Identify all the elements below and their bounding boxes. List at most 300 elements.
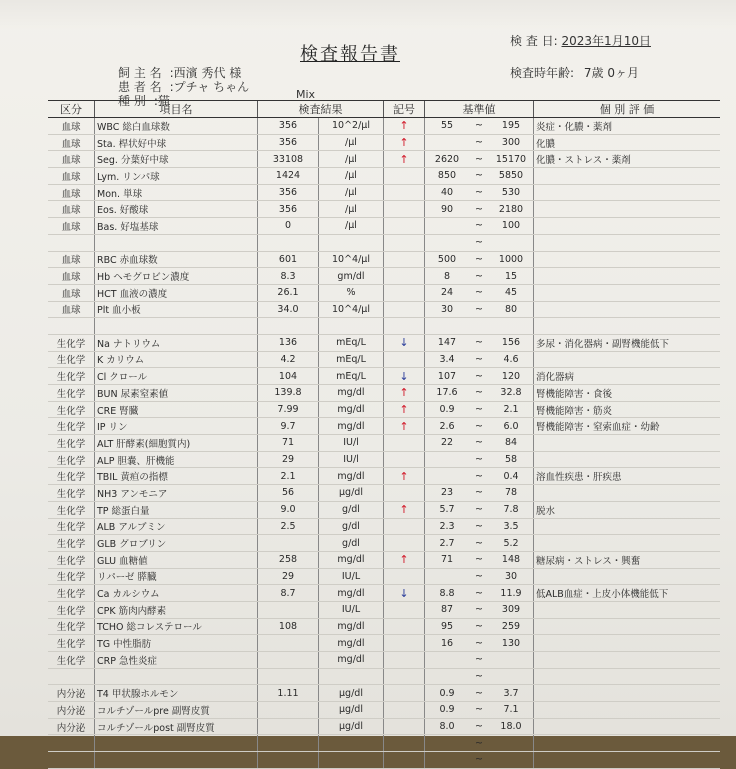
row-evaluation [534, 752, 721, 769]
species-label: 種 別 [118, 94, 146, 108]
row-ref-high: 130 [489, 635, 534, 652]
row-value: 0 [258, 218, 319, 235]
row-ref-sep: ~ [469, 184, 489, 201]
row-value: 34.0 [258, 301, 319, 318]
report-title: 検査報告書 [300, 44, 400, 65]
row-ref-high: 2180 [489, 201, 534, 218]
row-value: 1.11 [258, 685, 319, 702]
row-category [48, 318, 95, 335]
row-unit: mg/dl [319, 468, 384, 485]
row-item: RBC 赤血球数 [95, 251, 258, 268]
row-unit: IU/l [319, 435, 384, 452]
row-category: 内分泌 [48, 702, 95, 719]
row-ref-high: 0.4 [489, 468, 534, 485]
results-table [48, 100, 720, 769]
row-ref-low [425, 134, 470, 151]
row-ref-sep: ~ [469, 518, 489, 535]
row-flag [384, 718, 425, 735]
row-category: 生化学 [48, 635, 95, 652]
row-category: 生化学 [48, 652, 95, 669]
table-row [48, 551, 720, 568]
row-evaluation [534, 234, 721, 251]
row-category: 生化学 [48, 485, 95, 502]
row-unit: 10^4/μl [319, 251, 384, 268]
row-value: 258 [258, 551, 319, 568]
row-category: 生化学 [48, 518, 95, 535]
row-category: 生化学 [48, 618, 95, 635]
table-row [48, 418, 720, 435]
row-flag: ↑ [384, 134, 425, 151]
table-row [48, 218, 720, 235]
row-evaluation [534, 268, 721, 285]
patient-name: :プチャ ちゃん [169, 80, 250, 94]
table-row [48, 168, 720, 185]
row-category: 生化学 [48, 351, 95, 368]
row-ref-sep: ~ [469, 501, 489, 518]
row-value [258, 652, 319, 669]
table-row [48, 702, 720, 719]
row-item: TBIL 黄疸の指標 [95, 468, 258, 485]
row-ref-sep: ~ [469, 485, 489, 502]
table-row [48, 568, 720, 585]
row-flag [384, 435, 425, 452]
row-evaluation: 低ALB血症・上皮小体機能低下 [534, 585, 721, 602]
table-row [48, 535, 720, 552]
row-ref-low [425, 468, 470, 485]
row-value: 356 [258, 184, 319, 201]
row-category [48, 234, 95, 251]
row-category: 生化学 [48, 401, 95, 418]
row-ref-sep: ~ [469, 401, 489, 418]
row-evaluation: 化膿 [534, 134, 721, 151]
row-ref-sep: ~ [469, 585, 489, 602]
row-ref-low: 147 [425, 334, 470, 351]
row-ref-high: 58 [489, 451, 534, 468]
row-ref-sep: ~ [469, 201, 489, 218]
row-unit [319, 234, 384, 251]
table-row [48, 668, 720, 685]
row-value: 104 [258, 368, 319, 385]
row-category: 血球 [48, 168, 95, 185]
row-ref-high: 80 [489, 301, 534, 318]
row-flag [384, 735, 425, 752]
table-row [48, 652, 720, 669]
row-evaluation [534, 351, 721, 368]
row-ref-sep: ~ [469, 735, 489, 752]
table-row [48, 435, 720, 452]
row-ref-sep: ~ [469, 168, 489, 185]
row-ref-high: 3.5 [489, 518, 534, 535]
row-ref-high: 2.1 [489, 401, 534, 418]
row-ref-low [425, 668, 470, 685]
row-item [95, 318, 258, 335]
row-ref-low [425, 652, 470, 669]
row-flag [384, 251, 425, 268]
row-value: 356 [258, 118, 319, 135]
row-ref-sep: ~ [469, 451, 489, 468]
row-evaluation [534, 218, 721, 235]
row-value: 56 [258, 485, 319, 502]
row-ref-sep: ~ [469, 218, 489, 235]
row-unit: mEq/L [319, 351, 384, 368]
row-value: 2.1 [258, 468, 319, 485]
row-ref-low: 8.8 [425, 585, 470, 602]
table-row [48, 585, 720, 602]
row-evaluation: 糖尿病・ストレス・興奮 [534, 551, 721, 568]
row-unit: /μl [319, 151, 384, 168]
row-ref-high: 32.8 [489, 385, 534, 402]
row-item: リパーゼ 膵臓 [95, 568, 258, 585]
row-ref-low: 500 [425, 251, 470, 268]
row-ref-high: 309 [489, 601, 534, 618]
row-unit: /μl [319, 184, 384, 201]
table-row [48, 301, 720, 318]
row-unit: IU/l [319, 451, 384, 468]
row-evaluation [534, 518, 721, 535]
owner-name: :西濱 秀代 様 [169, 66, 242, 80]
row-evaluation [534, 535, 721, 552]
table-row [48, 268, 720, 285]
row-unit: mg/dl [319, 585, 384, 602]
row-flag: ↑ [384, 118, 425, 135]
row-category: 生化学 [48, 501, 95, 518]
row-flag [384, 568, 425, 585]
row-ref-high: 300 [489, 134, 534, 151]
row-ref-low: 2.7 [425, 535, 470, 552]
row-ref-sep: ~ [469, 385, 489, 402]
row-ref-low: 5.7 [425, 501, 470, 518]
row-ref-high: 45 [489, 284, 534, 301]
row-ref-high: 7.1 [489, 702, 534, 719]
row-ref-sep [469, 318, 489, 335]
row-ref-sep: ~ [469, 268, 489, 285]
row-ref-sep: ~ [469, 652, 489, 669]
row-ref-low: 87 [425, 601, 470, 618]
row-value [258, 635, 319, 652]
row-flag [384, 635, 425, 652]
row-value [258, 234, 319, 251]
row-evaluation: 化膿・ストレス・薬剤 [534, 151, 721, 168]
table-row [48, 752, 720, 769]
row-value [258, 752, 319, 769]
row-flag [384, 668, 425, 685]
row-ref-low [425, 752, 470, 769]
row-category: 生化学 [48, 601, 95, 618]
row-ref-low: 55 [425, 118, 470, 135]
row-evaluation: 消化器病 [534, 368, 721, 385]
row-flag [384, 535, 425, 552]
row-ref-low: 71 [425, 551, 470, 568]
row-value: 29 [258, 451, 319, 468]
row-ref-sep: ~ [469, 668, 489, 685]
row-flag: ↑ [384, 501, 425, 518]
row-flag: ↑ [384, 401, 425, 418]
row-ref-low [425, 318, 470, 335]
row-ref-high: 7.8 [489, 501, 534, 518]
row-item: Lym. リンパ球 [95, 168, 258, 185]
row-ref-high: 84 [489, 435, 534, 452]
table-row [48, 401, 720, 418]
row-evaluation [534, 635, 721, 652]
row-ref-sep: ~ [469, 618, 489, 635]
row-item: CRP 急性炎症 [95, 652, 258, 669]
row-item: ALP 胆嚢、肝機能 [95, 451, 258, 468]
row-flag [384, 485, 425, 502]
row-category [48, 735, 95, 752]
row-category: 血球 [48, 151, 95, 168]
row-unit: IU/L [319, 601, 384, 618]
row-category: 血球 [48, 118, 95, 135]
row-ref-low: 8 [425, 268, 470, 285]
col-category: 区分 [48, 101, 95, 118]
row-flag: ↑ [384, 418, 425, 435]
row-item: GLU 血糖値 [95, 551, 258, 568]
row-flag: ↑ [384, 551, 425, 568]
row-ref-low: 0.9 [425, 702, 470, 719]
row-category: 生化学 [48, 334, 95, 351]
row-evaluation [534, 435, 721, 452]
table-row [48, 134, 720, 151]
row-item [95, 234, 258, 251]
row-item: Na ナトリウム [95, 334, 258, 351]
table-row [48, 151, 720, 168]
row-flag [384, 351, 425, 368]
row-ref-low [425, 451, 470, 468]
row-category: 生化学 [48, 568, 95, 585]
row-value: 9.0 [258, 501, 319, 518]
row-evaluation [534, 168, 721, 185]
row-value [258, 735, 319, 752]
date-line [510, 32, 651, 49]
row-flag [384, 201, 425, 218]
table-row [48, 334, 720, 351]
species-value: :猫 [153, 94, 170, 108]
row-ref-sep: ~ [469, 418, 489, 435]
row-ref-low [425, 234, 470, 251]
row-ref-high: 4.6 [489, 351, 534, 368]
row-evaluation [534, 301, 721, 318]
row-unit: μg/dl [319, 718, 384, 735]
row-unit: gm/dl [319, 268, 384, 285]
row-unit: mg/dl [319, 385, 384, 402]
row-flag [384, 234, 425, 251]
row-item: Bas. 好塩基球 [95, 218, 258, 235]
row-ref-sep: ~ [469, 351, 489, 368]
row-evaluation [534, 601, 721, 618]
row-ref-sep: ~ [469, 702, 489, 719]
row-unit: 10^2/μl [319, 118, 384, 135]
row-evaluation: 脱水 [534, 501, 721, 518]
row-flag: ↓ [384, 585, 425, 602]
row-unit: % [319, 284, 384, 301]
row-category: 内分泌 [48, 718, 95, 735]
row-item: CPK 筋肉内酵素 [95, 601, 258, 618]
row-ref-low: 30 [425, 301, 470, 318]
row-ref-low: 850 [425, 168, 470, 185]
row-flag: ↑ [384, 468, 425, 485]
row-category: 血球 [48, 301, 95, 318]
row-evaluation [534, 184, 721, 201]
row-evaluation [534, 284, 721, 301]
row-category: 生化学 [48, 535, 95, 552]
row-category: 生化学 [48, 585, 95, 602]
row-evaluation: 溶血性疾患・肝疾患 [534, 468, 721, 485]
row-value [258, 702, 319, 719]
table-row [48, 618, 720, 635]
row-ref-low: 40 [425, 184, 470, 201]
row-ref-sep: ~ [469, 468, 489, 485]
row-unit: /μl [319, 201, 384, 218]
row-category: 血球 [48, 218, 95, 235]
row-flag [384, 268, 425, 285]
row-ref-sep: ~ [469, 635, 489, 652]
row-flag [384, 601, 425, 618]
row-item: TG 中性脂肪 [95, 635, 258, 652]
row-item: TCHO 総コレステロール [95, 618, 258, 635]
exam-date: 2023年1月10日 [561, 34, 651, 48]
row-item: Sta. 桿状好中球 [95, 134, 258, 151]
row-evaluation [534, 318, 721, 335]
row-evaluation [534, 568, 721, 585]
col-result: 検査結果 [258, 101, 384, 118]
row-evaluation [534, 685, 721, 702]
table-row [48, 718, 720, 735]
row-flag: ↓ [384, 368, 425, 385]
patient-label: 患 者 名 [118, 80, 162, 94]
row-ref-sep: ~ [469, 118, 489, 135]
row-unit: g/dl [319, 501, 384, 518]
row-unit: /μl [319, 168, 384, 185]
row-evaluation: 腎機能障害・筋炎 [534, 401, 721, 418]
row-item: T4 甲状腺ホルモン [95, 685, 258, 702]
row-ref-high: 5.2 [489, 535, 534, 552]
row-value: 356 [258, 201, 319, 218]
row-unit: 10^4/μl [319, 301, 384, 318]
row-item: Cl クロール [95, 368, 258, 385]
row-category [48, 752, 95, 769]
row-value [258, 535, 319, 552]
row-ref-sep: ~ [469, 251, 489, 268]
row-flag [384, 218, 425, 235]
row-ref-sep: ~ [469, 601, 489, 618]
row-evaluation [534, 485, 721, 502]
row-value: 71 [258, 435, 319, 452]
row-ref-high: 3.7 [489, 685, 534, 702]
row-ref-low: 23 [425, 485, 470, 502]
row-ref-high: 15 [489, 268, 534, 285]
table-row [48, 735, 720, 752]
table-row [48, 635, 720, 652]
table-row [48, 368, 720, 385]
row-value: 26.1 [258, 284, 319, 301]
table-row [48, 451, 720, 468]
row-category: 血球 [48, 201, 95, 218]
row-unit: g/dl [319, 535, 384, 552]
row-item: Seg. 分葉好中球 [95, 151, 258, 168]
row-category: 血球 [48, 184, 95, 201]
row-ref-sep: ~ [469, 284, 489, 301]
row-unit: g/dl [319, 518, 384, 535]
row-item: HCT 血液の濃度 [95, 284, 258, 301]
row-ref-sep: ~ [469, 685, 489, 702]
row-value: 108 [258, 618, 319, 635]
row-item: コルチゾールpre 副腎皮質 [95, 702, 258, 719]
row-flag [384, 702, 425, 719]
row-ref-sep: ~ [469, 334, 489, 351]
row-item [95, 752, 258, 769]
row-value: 139.8 [258, 385, 319, 402]
row-item: Plt 血小板 [95, 301, 258, 318]
row-value: 33108 [258, 151, 319, 168]
age-label: 検査時年齢: [510, 66, 575, 80]
row-unit [319, 735, 384, 752]
row-ref-sep: ~ [469, 718, 489, 735]
row-evaluation [534, 652, 721, 669]
row-evaluation [534, 251, 721, 268]
row-ref-low: 3.4 [425, 351, 470, 368]
row-evaluation [534, 702, 721, 719]
row-flag [384, 652, 425, 669]
row-value: 9.7 [258, 418, 319, 435]
row-unit: μg/dl [319, 685, 384, 702]
row-evaluation [534, 201, 721, 218]
row-unit: mg/dl [319, 418, 384, 435]
table-row [48, 118, 720, 135]
row-item: CRE 腎臓 [95, 401, 258, 418]
row-category [48, 668, 95, 685]
row-item: ALB アルブミン [95, 518, 258, 535]
row-ref-low: 0.9 [425, 685, 470, 702]
row-evaluation [534, 668, 721, 685]
row-value [258, 601, 319, 618]
row-category: 血球 [48, 268, 95, 285]
row-unit [319, 752, 384, 769]
row-item: GLB グロブリン [95, 535, 258, 552]
row-evaluation [534, 618, 721, 635]
row-value: 601 [258, 251, 319, 268]
row-evaluation [534, 718, 721, 735]
row-unit: mg/dl [319, 652, 384, 669]
table-row [48, 284, 720, 301]
table-row [48, 518, 720, 535]
table-row [48, 685, 720, 702]
date-label: 検 査 日: [510, 34, 558, 48]
row-category: 生化学 [48, 418, 95, 435]
row-evaluation: 腎機能障害・食後 [534, 385, 721, 402]
row-ref-low [425, 218, 470, 235]
row-ref-high [489, 318, 534, 335]
row-ref-high: 18.0 [489, 718, 534, 735]
row-value: 2.5 [258, 518, 319, 535]
row-ref-low: 8.0 [425, 718, 470, 735]
row-category: 血球 [48, 251, 95, 268]
row-evaluation: 多尿・消化器病・副腎機能低下 [534, 334, 721, 351]
table-row [48, 351, 720, 368]
row-item: WBC 総白血球数 [95, 118, 258, 135]
table-row [48, 234, 720, 251]
row-ref-sep: ~ [469, 134, 489, 151]
row-item: Hb ヘモグロビン濃度 [95, 268, 258, 285]
row-item: Eos. 好酸球 [95, 201, 258, 218]
row-flag [384, 168, 425, 185]
age-value: 7歳 0ヶ月 [583, 66, 639, 80]
row-value [258, 318, 319, 335]
row-item: NH3 アンモニア [95, 485, 258, 502]
table-row [48, 468, 720, 485]
row-ref-sep: ~ [469, 301, 489, 318]
row-ref-sep: ~ [469, 368, 489, 385]
row-flag [384, 284, 425, 301]
